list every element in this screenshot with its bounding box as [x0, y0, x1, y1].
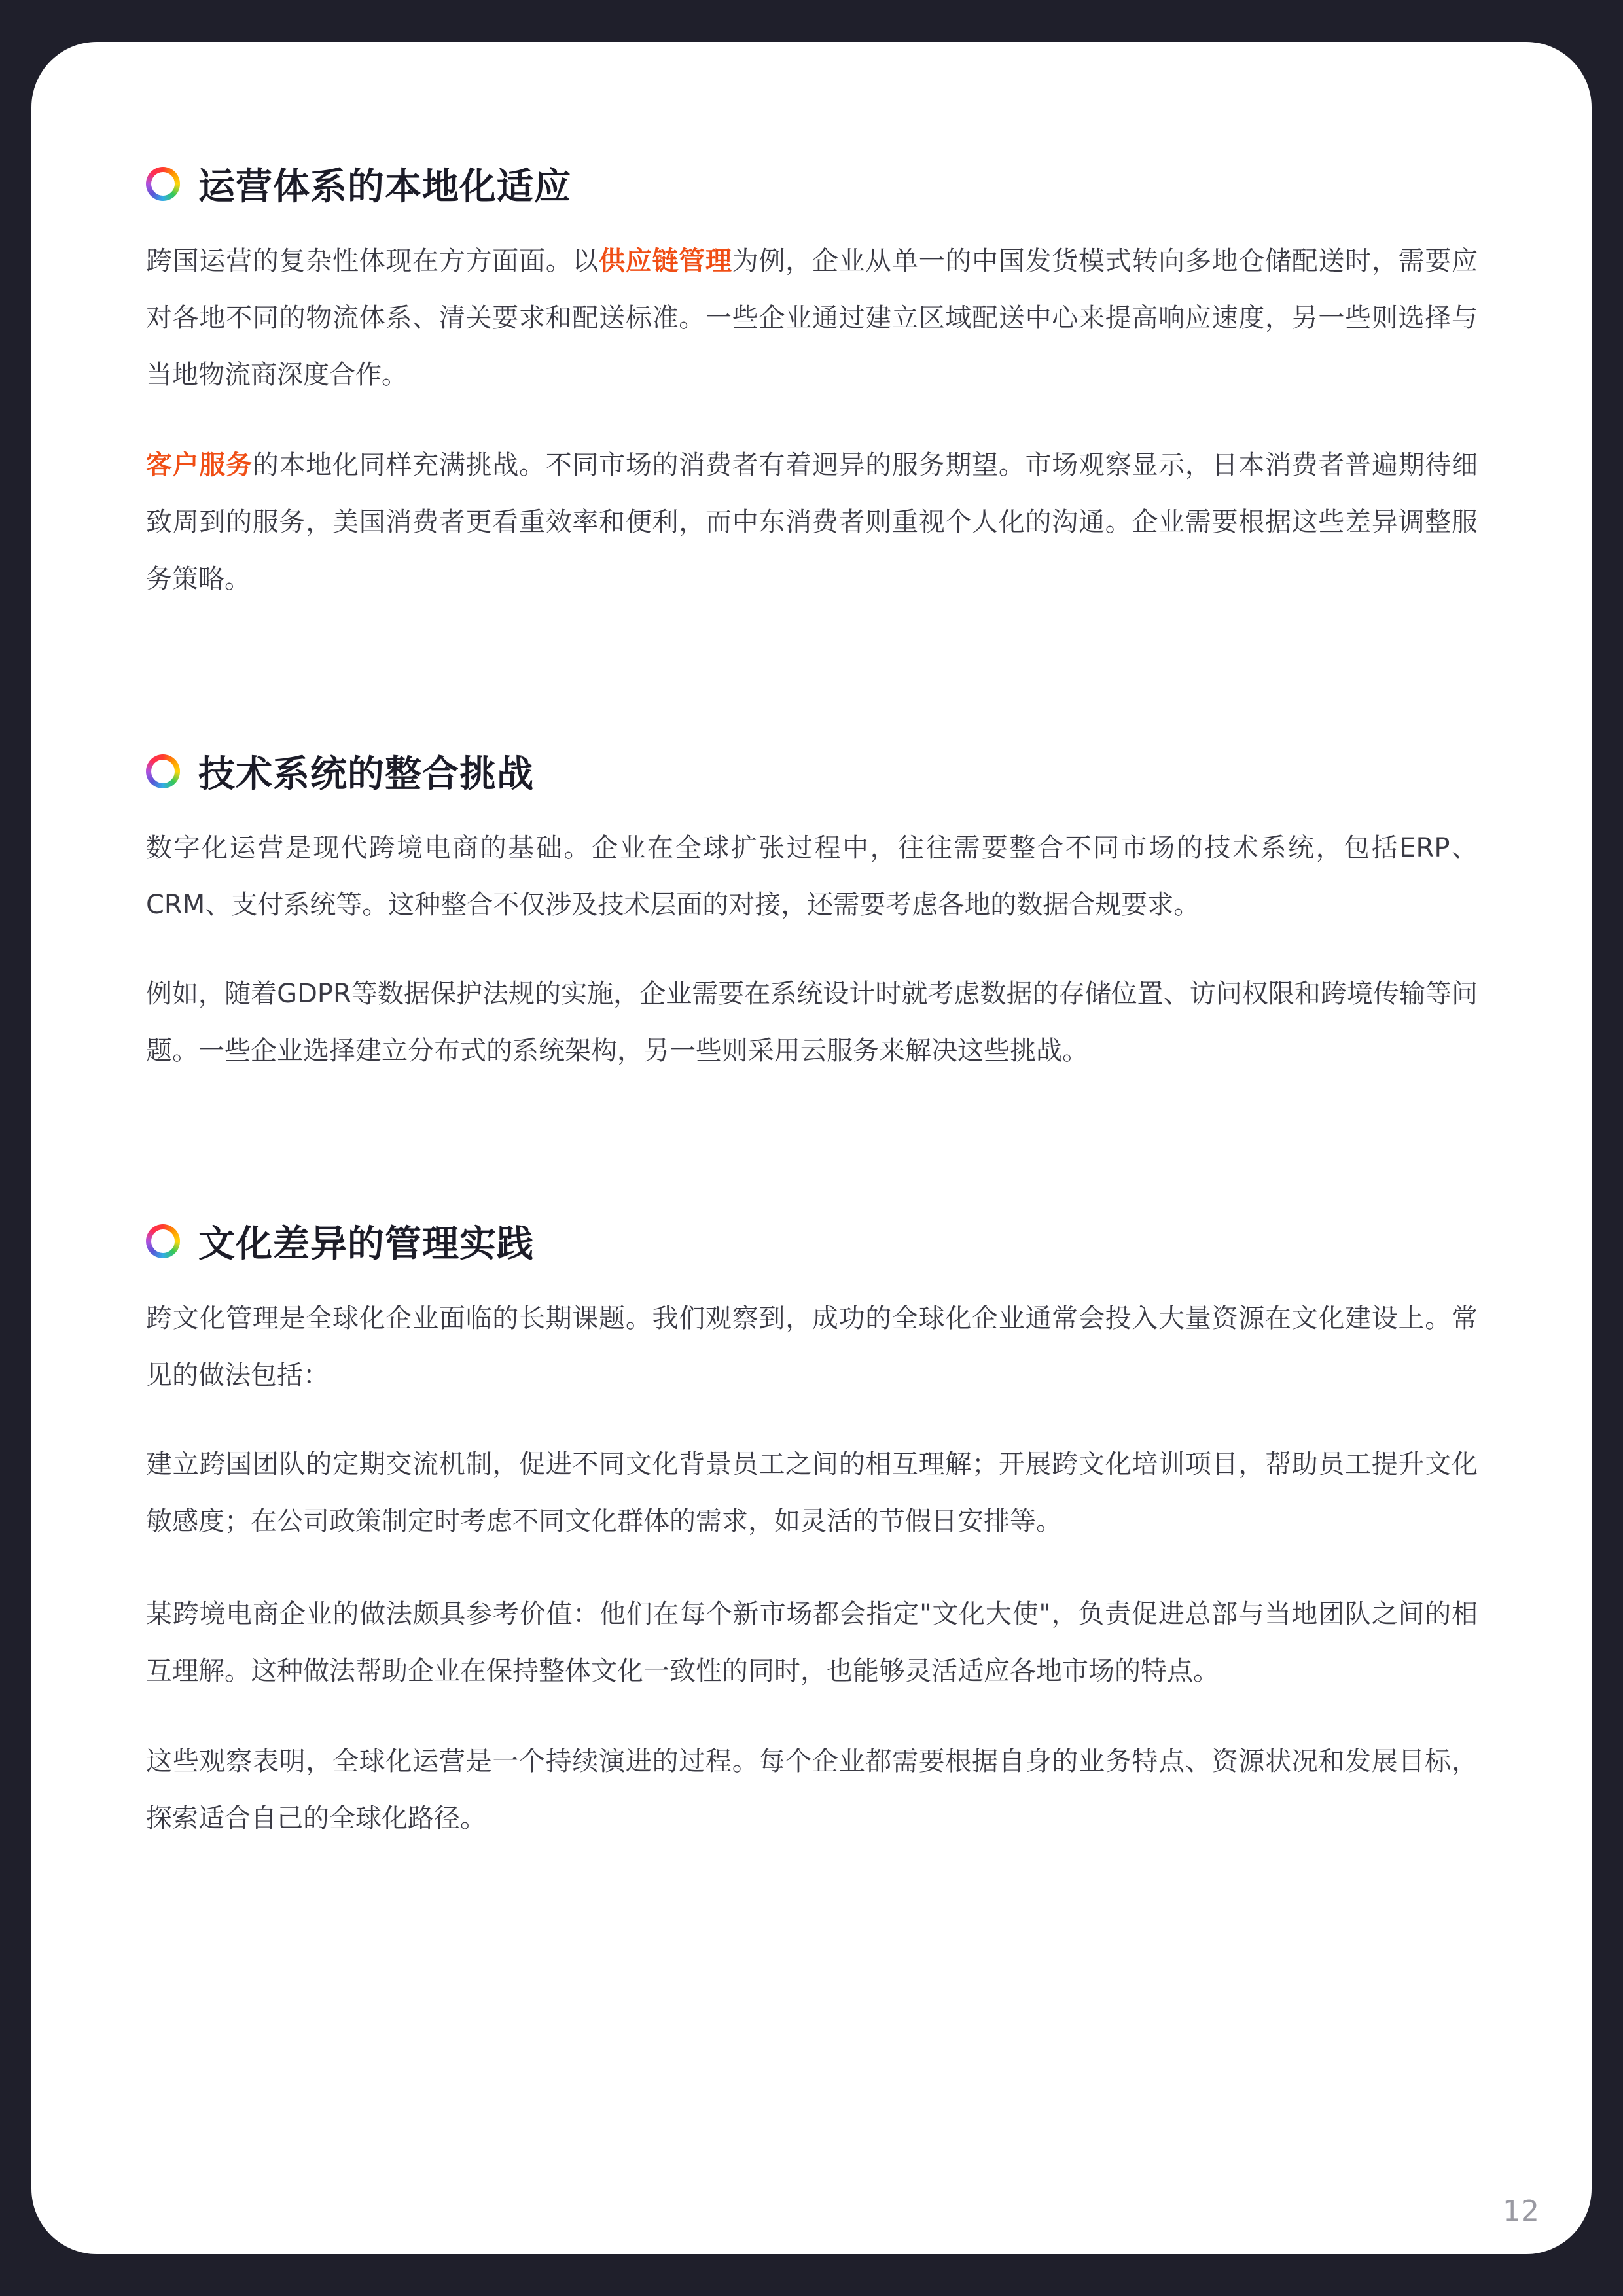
paragraph: 跨文化管理是全球化企业面临的长期课题。我们观察到，成功的全球化企业通常会投入大量资源在文化建设上。常见的做法包括：	[146, 1303, 1478, 1390]
section-title: 文化差异的管理实践	[198, 1223, 534, 1265]
paragraph: 客户服务的本地化同样充满挑战。不同市场的消费者有着迥异的服务期望。市场观察显示，日本消费者普遍期待细致周到的服务，美国消费者更看重效率和便利，而中东消费者则重视个人化的沟通。企业需要根据这些差异调整服务策略。	[146, 450, 1478, 594]
paragraph: 建立跨国团队的定期交流机制，促进不同文化背景员工之间的相互理解；开展跨文化培训项目，帮助员工提升文化敏感度；在公司政策制定时考虑不同文化群体的需求，如灵活的节假日安排等。	[146, 1449, 1478, 1536]
rainbow-ring-icon	[146, 167, 180, 201]
document-page	[31, 42, 1592, 2254]
rainbow-ring-icon	[146, 754, 180, 788]
paragraph: 跨国运营的复杂性体现在方方面面。以供应链管理为例，企业从单一的中国发货模式转向多地仓储配送时，需要应对各地不同的物流体系、清关要求和配送标准。一些企业通过建立区域配送中心来提高响应速度，另一些则选择与当地物流商深度合作。	[146, 246, 1478, 390]
section-heading-localization	[146, 158, 571, 210]
section-heading-tech-integration	[146, 745, 534, 798]
paragraph: 某跨境电商企业的做法颇具参考价值：他们在每个新市场都会指定"文化大使"，负责促进总部与当地团队之间的相互理解。这种做法帮助企业在保持整体文化一致性的同时，也能够灵活适应各地市场的特点。	[146, 1599, 1478, 1686]
section-title: 技术系统的整合挑战	[198, 753, 534, 796]
paragraph: 例如，随着GDPR等数据保护法规的实施，企业需要在系统设计时就考虑数据的存储位置、访问权限和跨境传输等问题。一些企业选择建立分布式的系统架构，另一些则采用云服务来解决这些挑战。	[146, 979, 1478, 1066]
section-title: 运营体系的本地化适应	[198, 166, 571, 208]
paragraph: 这些观察表明，全球化运营是一个持续演进的过程。每个企业都需要根据自身的业务特点、资源状况和发展目标，探索适合自己的全球化路径。	[146, 1746, 1478, 1833]
highlight-supply-chain: 供应链管理	[599, 246, 732, 276]
highlight-customer-service: 客户服务	[146, 450, 253, 480]
rainbow-ring-icon	[146, 1224, 180, 1258]
paragraph: 数字化运营是现代跨境电商的基础。企业在全球扩张过程中，往往需要整合不同市场的技术系统，包括ERP、CRM、支付系统等。这种整合不仅涉及技术层面的对接，还需要考虑各地的数据合规要求。	[146, 833, 1478, 920]
section-heading-culture	[146, 1215, 534, 1267]
page-number: 12	[1503, 2195, 1539, 2228]
